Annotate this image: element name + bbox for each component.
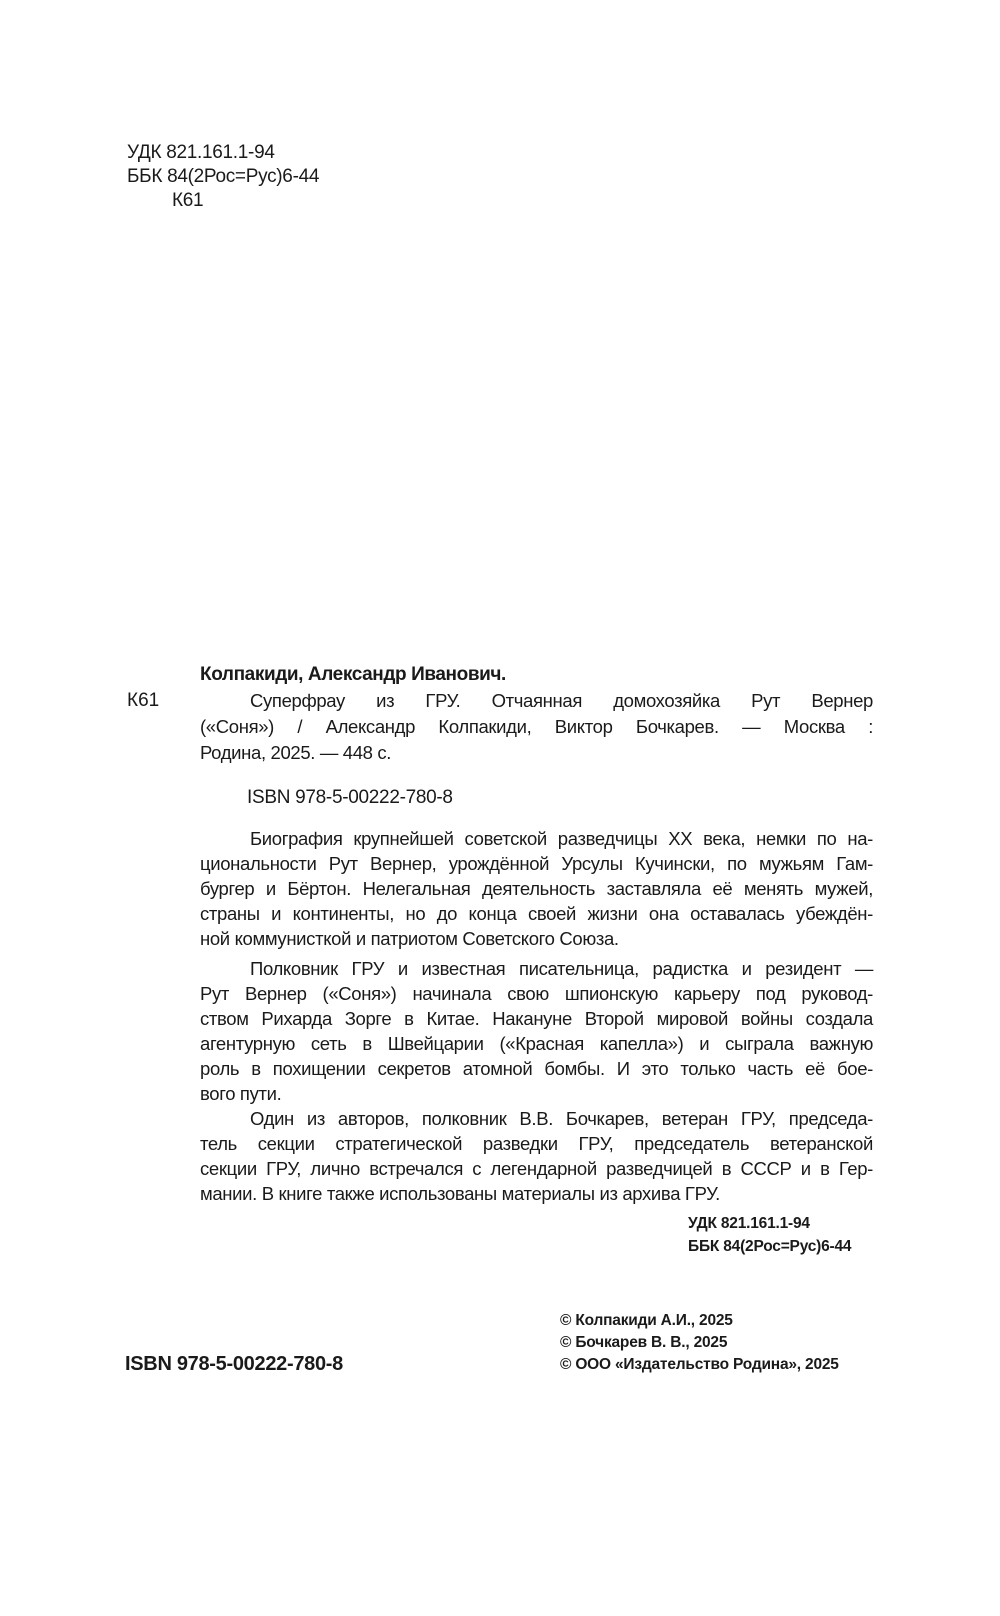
annotation-line: агентурную сеть в Швейцарии («Красная капелла») и сыграла важную: [200, 1033, 873, 1054]
annotation-line: ством Рихарда Зорге в Китае. Накануне Второй мировой войны создала: [200, 1008, 873, 1029]
annotation-line: вого пути.: [200, 1083, 282, 1104]
entry-heading: Колпакиди, Александр Иванович.: [200, 664, 506, 685]
annotation-line: мании. В книге также использованы материалы из архива ГРУ.: [200, 1183, 720, 1204]
annotation-line: Один из авторов, полковник В.В. Бочкарев, ветеран ГРУ, председа-: [250, 1108, 873, 1129]
annotation-line: страны и континенты, но до конца своей жизни она оставалась убеждён-: [200, 903, 873, 924]
entry-udk: УДК 821.161.1-94: [688, 1215, 810, 1232]
description-line: («Соня») / Александр Колпакиди, Виктор Бочкарев. — Москва :: [200, 716, 873, 737]
udk-code-top: УДК 821.161.1-94: [127, 142, 275, 163]
annotation-line: Полковник ГРУ и известная писательница, радистка и резидент —: [250, 958, 873, 979]
bbk-code-top: ББК 84(2Рос=Рус)6-44: [127, 166, 320, 187]
annotation-line: секции ГРУ, лично встречался с легендарной разведчицей в СССР и в Гер-: [200, 1158, 873, 1179]
footer-isbn: ISBN 978-5-00222-780-8: [125, 1353, 343, 1375]
annotation-line: тель секции стратегической разведки ГРУ, председатель ветеранской: [200, 1133, 873, 1154]
entry-isbn: ISBN 978-5-00222-780-8: [247, 787, 453, 808]
annotation-line: Рут Вернер («Соня») начинала свою шпионскую карьеру под руковод-: [200, 983, 873, 1004]
entry-author-mark: К61: [127, 690, 160, 711]
annotation-line: ной коммунисткой и патриотом Советского Союза.: [200, 928, 619, 949]
author-mark-top: К61: [172, 190, 204, 211]
annotation-line: циональности Рут Вернер, урождённой Урсулы Кучински, по мужьям Гам-: [200, 853, 873, 874]
description-line: Суперфрау из ГРУ. Отчаянная домохозяйка Рут Вернер: [250, 690, 873, 711]
entry-bbk: ББК 84(2Рос=Рус)6-44: [688, 1238, 852, 1255]
annotation-line: роль в похищении секретов атомной бомбы. И это только часть её бое-: [200, 1058, 873, 1079]
annotation-line: Биография крупнейшей советской разведчицы XX века, немки по на-: [250, 828, 873, 849]
copyright-line: © Колпакиди А.И., 2025: [560, 1312, 733, 1329]
description-line: Родина, 2025. — 448 с.: [200, 742, 392, 763]
annotation-line: бургер и Бёртон. Нелегальная деятельность заставляла её менять мужей,: [200, 878, 873, 899]
copyright-line: © ООО «Издательство Родина», 2025: [560, 1356, 839, 1373]
copyright-line: © Бочкарев В. В., 2025: [560, 1334, 728, 1351]
